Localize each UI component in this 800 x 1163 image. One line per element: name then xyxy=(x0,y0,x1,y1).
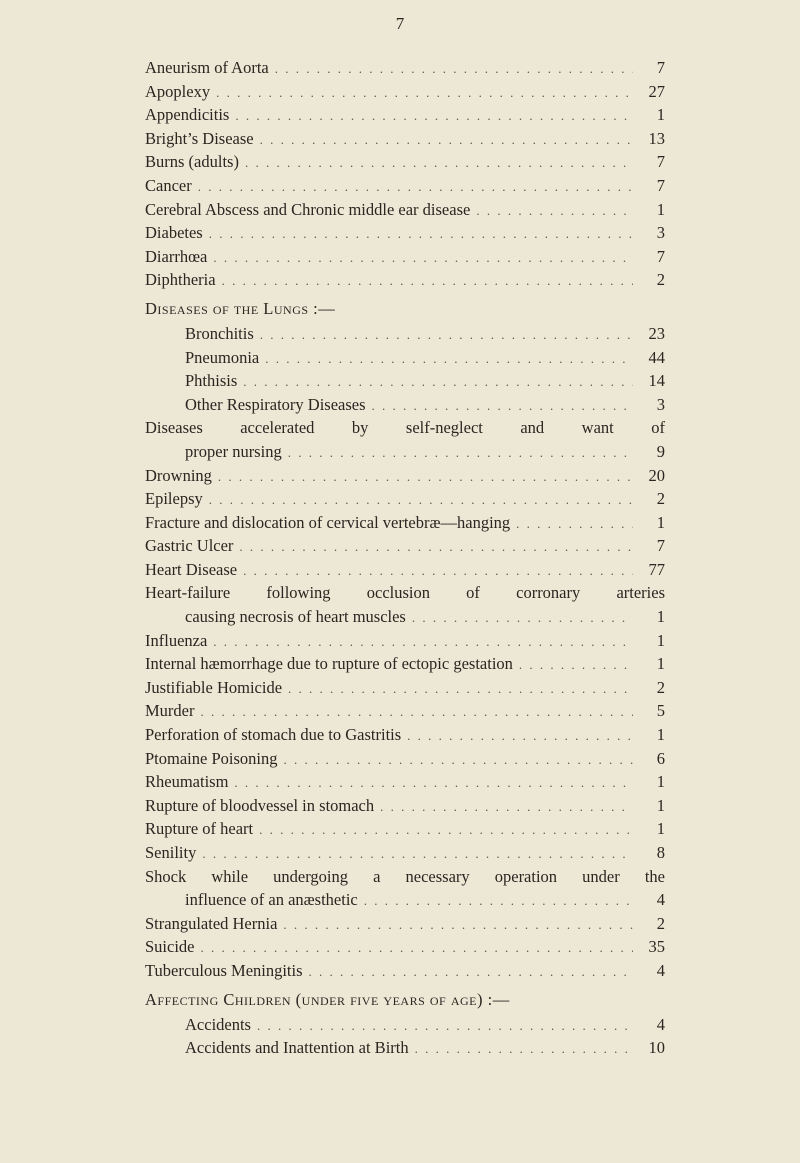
entry-label: Other Respiratory Diseases xyxy=(185,394,366,414)
entry-value: 7 xyxy=(656,175,665,195)
entry-value: 6 xyxy=(656,748,665,768)
leader-dots xyxy=(259,818,633,842)
entry-value: 2 xyxy=(656,677,665,697)
entries-group-2 xyxy=(145,464,665,582)
entry-value: 35 xyxy=(648,937,665,957)
leader-dots xyxy=(288,441,633,465)
leader-dots xyxy=(265,347,633,371)
entry-value: 14 xyxy=(648,371,665,391)
leader-dots xyxy=(275,57,633,81)
list-item xyxy=(145,605,665,629)
entry-label: Rheumatism xyxy=(145,772,229,792)
leader-dots xyxy=(239,535,633,559)
entry-label: Fracture and dislocation of cervical vertebræ—hanging xyxy=(145,512,511,532)
list-item xyxy=(145,723,665,747)
leader-dots xyxy=(260,128,633,152)
entry-label: Aneurism of Aorta xyxy=(145,58,269,77)
leader-dots xyxy=(407,724,633,748)
entry-label: proper nursing xyxy=(185,441,282,461)
entry-value: 1 xyxy=(656,630,665,650)
leader-dots xyxy=(243,370,633,394)
entry-label: Justifiable Homicide xyxy=(145,677,283,697)
children-group xyxy=(145,1013,665,1060)
list-item xyxy=(145,393,665,417)
list-item xyxy=(145,346,665,370)
list-item xyxy=(145,959,665,983)
entry-value: 7 xyxy=(656,246,665,266)
leader-dots xyxy=(516,512,633,536)
children-heading: Affecting Children (under five years of age) :— xyxy=(145,989,510,1009)
entry-label: Influenza xyxy=(145,630,208,650)
entry-value: 1 xyxy=(656,819,665,839)
entry-value: 27 xyxy=(648,81,665,101)
leader-dots xyxy=(216,81,633,105)
entry-value: 5 xyxy=(656,701,665,721)
entry-value: 3 xyxy=(656,394,665,414)
entry-value: 4 xyxy=(656,960,665,980)
leader-dots xyxy=(198,175,633,199)
leader-dots xyxy=(380,795,633,819)
entry-label: Bright’s Disease xyxy=(145,128,254,148)
entry-value: 44 xyxy=(648,347,665,367)
list-item xyxy=(145,127,665,151)
entry-label: Burns (adults) xyxy=(145,152,239,172)
entry-label: Drowning xyxy=(145,465,212,485)
heart-failure-line-1: Heart-failure following occlusion of corronary arteries xyxy=(145,583,665,603)
entry-label: Heart Disease xyxy=(145,559,238,579)
page-number: 7 xyxy=(395,14,405,33)
entry-value: 23 xyxy=(648,323,665,343)
list-item xyxy=(145,558,665,582)
list-item xyxy=(145,80,665,104)
lungs-group xyxy=(145,322,665,416)
entry-label: influence of an anæsthetic xyxy=(185,890,358,910)
entry-label: Bronchitis xyxy=(185,323,254,343)
entry-value: 1 xyxy=(656,725,665,745)
leader-dots xyxy=(213,246,633,270)
entry-value: 7 xyxy=(656,58,665,77)
list-item xyxy=(145,1013,665,1037)
entry-value: 4 xyxy=(656,1014,665,1034)
entry-label: Perforation of stomach due to Gastritis xyxy=(145,725,402,745)
leader-dots xyxy=(209,222,633,246)
leader-dots xyxy=(476,199,633,223)
leader-dots xyxy=(245,151,633,175)
leader-dots xyxy=(257,1014,633,1038)
list-item xyxy=(145,699,665,723)
list-item xyxy=(145,534,665,558)
entry-label: Ptomaine Poisoning xyxy=(145,748,278,768)
leader-dots xyxy=(283,748,633,772)
list-item xyxy=(145,511,665,535)
list-item xyxy=(145,103,665,127)
leader-dots xyxy=(234,771,633,795)
leader-dots xyxy=(283,913,633,937)
entry-value: 10 xyxy=(648,1038,665,1058)
leader-dots xyxy=(209,488,633,512)
entry-value: 1 xyxy=(656,512,665,532)
entry-value: 1 xyxy=(656,654,665,674)
entry-label: Diphtheria xyxy=(145,270,216,290)
entry-label: Diarrhœa xyxy=(145,246,208,266)
list-item xyxy=(145,268,665,292)
leader-dots xyxy=(202,842,633,866)
leader-dots xyxy=(288,677,633,701)
entry-label: Epilepsy xyxy=(145,489,203,509)
leader-dots xyxy=(260,323,633,347)
leader-dots xyxy=(218,465,633,489)
causes-of-death-list xyxy=(145,56,665,1060)
list-item xyxy=(145,174,665,198)
list-item xyxy=(145,150,665,174)
entry-label: Accidents and Inattention at Birth xyxy=(185,1038,409,1058)
entries-group-4 xyxy=(145,912,665,983)
lungs-heading: Diseases of the Lungs :— xyxy=(145,298,336,318)
leader-dots xyxy=(412,606,633,630)
entry-value: 13 xyxy=(648,128,665,148)
shock-line-1: Shock while undergoing a necessary operation under the xyxy=(145,866,665,886)
entry-value: 1 xyxy=(656,607,665,627)
entry-label: Rupture of heart xyxy=(145,819,254,839)
entry-label: causing necrosis of heart muscles xyxy=(185,607,406,627)
entry-value: 77 xyxy=(648,559,665,579)
leader-dots xyxy=(415,1037,633,1061)
leader-dots xyxy=(519,653,633,677)
entry-label: Appendicitis xyxy=(145,105,230,125)
leader-dots xyxy=(201,936,634,960)
entries-group-1 xyxy=(145,56,665,292)
list-item xyxy=(145,794,665,818)
list-item xyxy=(145,676,665,700)
leader-dots xyxy=(222,269,633,293)
leader-dots xyxy=(372,394,633,418)
entry-value: 9 xyxy=(656,441,665,461)
entry-value: 4 xyxy=(656,890,665,910)
list-item xyxy=(145,245,665,269)
entry-value: 20 xyxy=(648,465,665,485)
list-item xyxy=(145,888,665,912)
neglect-line-1: Diseases accelerated by self-neglect and want of xyxy=(145,418,665,438)
list-item xyxy=(145,629,665,653)
entry-label: Gastric Ulcer xyxy=(145,536,234,556)
entry-value: 7 xyxy=(656,536,665,556)
entry-value: 1 xyxy=(656,772,665,792)
leader-dots xyxy=(364,889,633,913)
list-item xyxy=(145,464,665,488)
entry-value: 1 xyxy=(656,105,665,125)
entry-label: Senility xyxy=(145,843,197,862)
entry-label: Phthisis xyxy=(185,371,238,391)
list-item xyxy=(145,56,665,80)
entry-value: 8 xyxy=(656,843,665,862)
entry-label: Pneumonia xyxy=(185,347,260,367)
entry-value: 2 xyxy=(656,913,665,933)
entry-label: Internal hæmorrhage due to rupture of ectopic gestation xyxy=(145,654,513,674)
list-item xyxy=(145,841,665,865)
list-item xyxy=(145,487,665,511)
entry-value: 2 xyxy=(656,489,665,509)
entry-label: Accidents xyxy=(185,1014,251,1034)
entry-value: 7 xyxy=(656,152,665,172)
leader-dots xyxy=(200,700,633,724)
list-item xyxy=(145,440,665,464)
entries-group-3 xyxy=(145,629,665,865)
entry-label: Tuberculous Meningitis xyxy=(145,960,303,980)
entry-label: Cerebral Abscess and Chronic middle ear disease xyxy=(145,199,471,219)
list-item xyxy=(145,770,665,794)
list-item xyxy=(145,322,665,346)
entry-label: Rupture of bloodvessel in stomach xyxy=(145,795,375,815)
leader-dots xyxy=(309,960,633,984)
leader-dots xyxy=(243,559,633,583)
entry-value: 3 xyxy=(656,223,665,243)
entry-label: Murder xyxy=(145,701,195,721)
leader-dots xyxy=(235,104,633,128)
list-item xyxy=(145,1036,665,1060)
entry-value: 1 xyxy=(656,199,665,219)
entry-label: Suicide xyxy=(145,937,195,957)
entry-label: Diabetes xyxy=(145,223,203,243)
list-item xyxy=(145,652,665,676)
list-item xyxy=(145,817,665,841)
entry-value: 1 xyxy=(656,795,665,815)
leader-dots xyxy=(213,630,633,654)
entry-label: Cancer xyxy=(145,175,192,195)
list-item xyxy=(145,747,665,771)
list-item xyxy=(145,935,665,959)
list-item xyxy=(145,369,665,393)
entry-label: Strangulated Hernia xyxy=(145,913,278,933)
entry-label: Apoplexy xyxy=(145,81,211,101)
list-item xyxy=(145,912,665,936)
list-item xyxy=(145,221,665,245)
list-item xyxy=(145,198,665,222)
entry-value: 2 xyxy=(656,270,665,290)
